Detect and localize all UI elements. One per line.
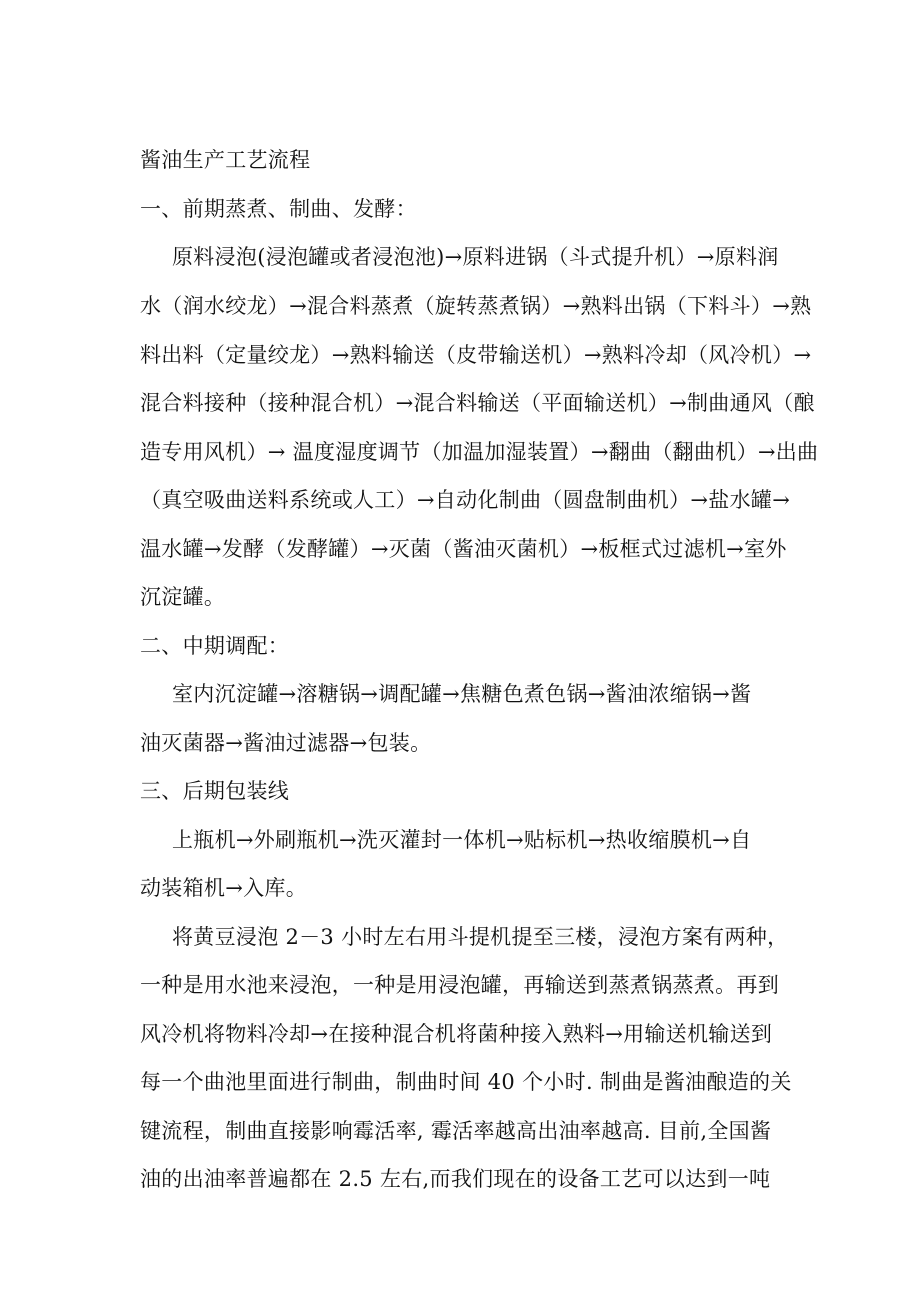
paragraph-line-1: 将黄豆浸泡 2－3 小时左右用斗提机提至三楼，浸泡方案有两种，: [172, 925, 789, 949]
section-3-heading: 三、后期包装线: [140, 779, 290, 803]
section-2-heading: 二、中期调配：: [140, 634, 290, 658]
section-1-line-1: 原料浸泡(浸泡罐或者浸泡池)→原料进锅（斗式提升机）→原料润: [172, 245, 779, 269]
section-3-line-1: 上瓶机→外刷瓶机→洗灭灌封一体机→贴标机→热收缩膜机→自: [172, 828, 752, 852]
section-1-line-7: 温水罐→发酵（发酵罐）→灭菌（酱油灭菌机）→板框式过滤机→室外: [140, 537, 787, 561]
section-3-line-2: 动装箱机→入库。: [140, 876, 307, 900]
paragraph-line-3: 风冷机将物料冷却→在接种混合机将菌种接入熟料→用输送机输送到: [140, 1022, 773, 1046]
section-1-line-5: 造专用风机）→ 温度湿度调节（加温加湿装置）→翻曲（翻曲机）→出曲: [140, 440, 819, 464]
section-1-line-6: （真空吸曲送料系统或人工）→自动化制曲（圆盘制曲机）→盐水罐→: [140, 488, 791, 512]
section-1-line-4: 混合料接种（接种混合机）→混合料输送（平面输送机）→制曲通风（酿: [140, 391, 815, 415]
section-2-line-1: 室内沉淀罐→溶糖锅→调配罐→焦糖色煮色锅→酱油浓缩锅→酱: [172, 682, 752, 706]
section-1-line-8: 沉淀罐。: [140, 585, 226, 609]
paragraph-line-4: 每一个曲池里面进行制曲，制曲时间 40 个小时. 制曲是酱油酿造的关: [140, 1070, 792, 1094]
section-1-line-2: 水（润水绞龙）→混合料蒸煮（旋转蒸煮锅）→熟料出锅（下料斗）→熟: [140, 294, 812, 318]
section-1-line-3: 料出料（定量绞龙）→熟料输送（皮带输送机）→熟料冷却（风冷机）→: [140, 343, 812, 367]
document-title: 酱油生产工艺流程: [140, 148, 311, 172]
paragraph-line-6: 油的出油率普遍都在 2.5 左右,而我们现在的设备工艺可以达到一吨: [140, 1167, 771, 1191]
section-2-line-2: 油灭菌器→酱油过滤器→包装。: [140, 731, 432, 755]
section-1-heading: 一、前期蒸煮、制曲、发酵：: [140, 197, 417, 221]
paragraph-line-5: 键流程，制曲直接影响霉活率, 霉活率越高出油率越高. 目前,全国酱: [140, 1119, 772, 1143]
paragraph-line-2: 一种是用水池来浸泡，一种是用浸泡罐，再输送到蒸煮锅蒸煮。再到: [140, 973, 779, 997]
